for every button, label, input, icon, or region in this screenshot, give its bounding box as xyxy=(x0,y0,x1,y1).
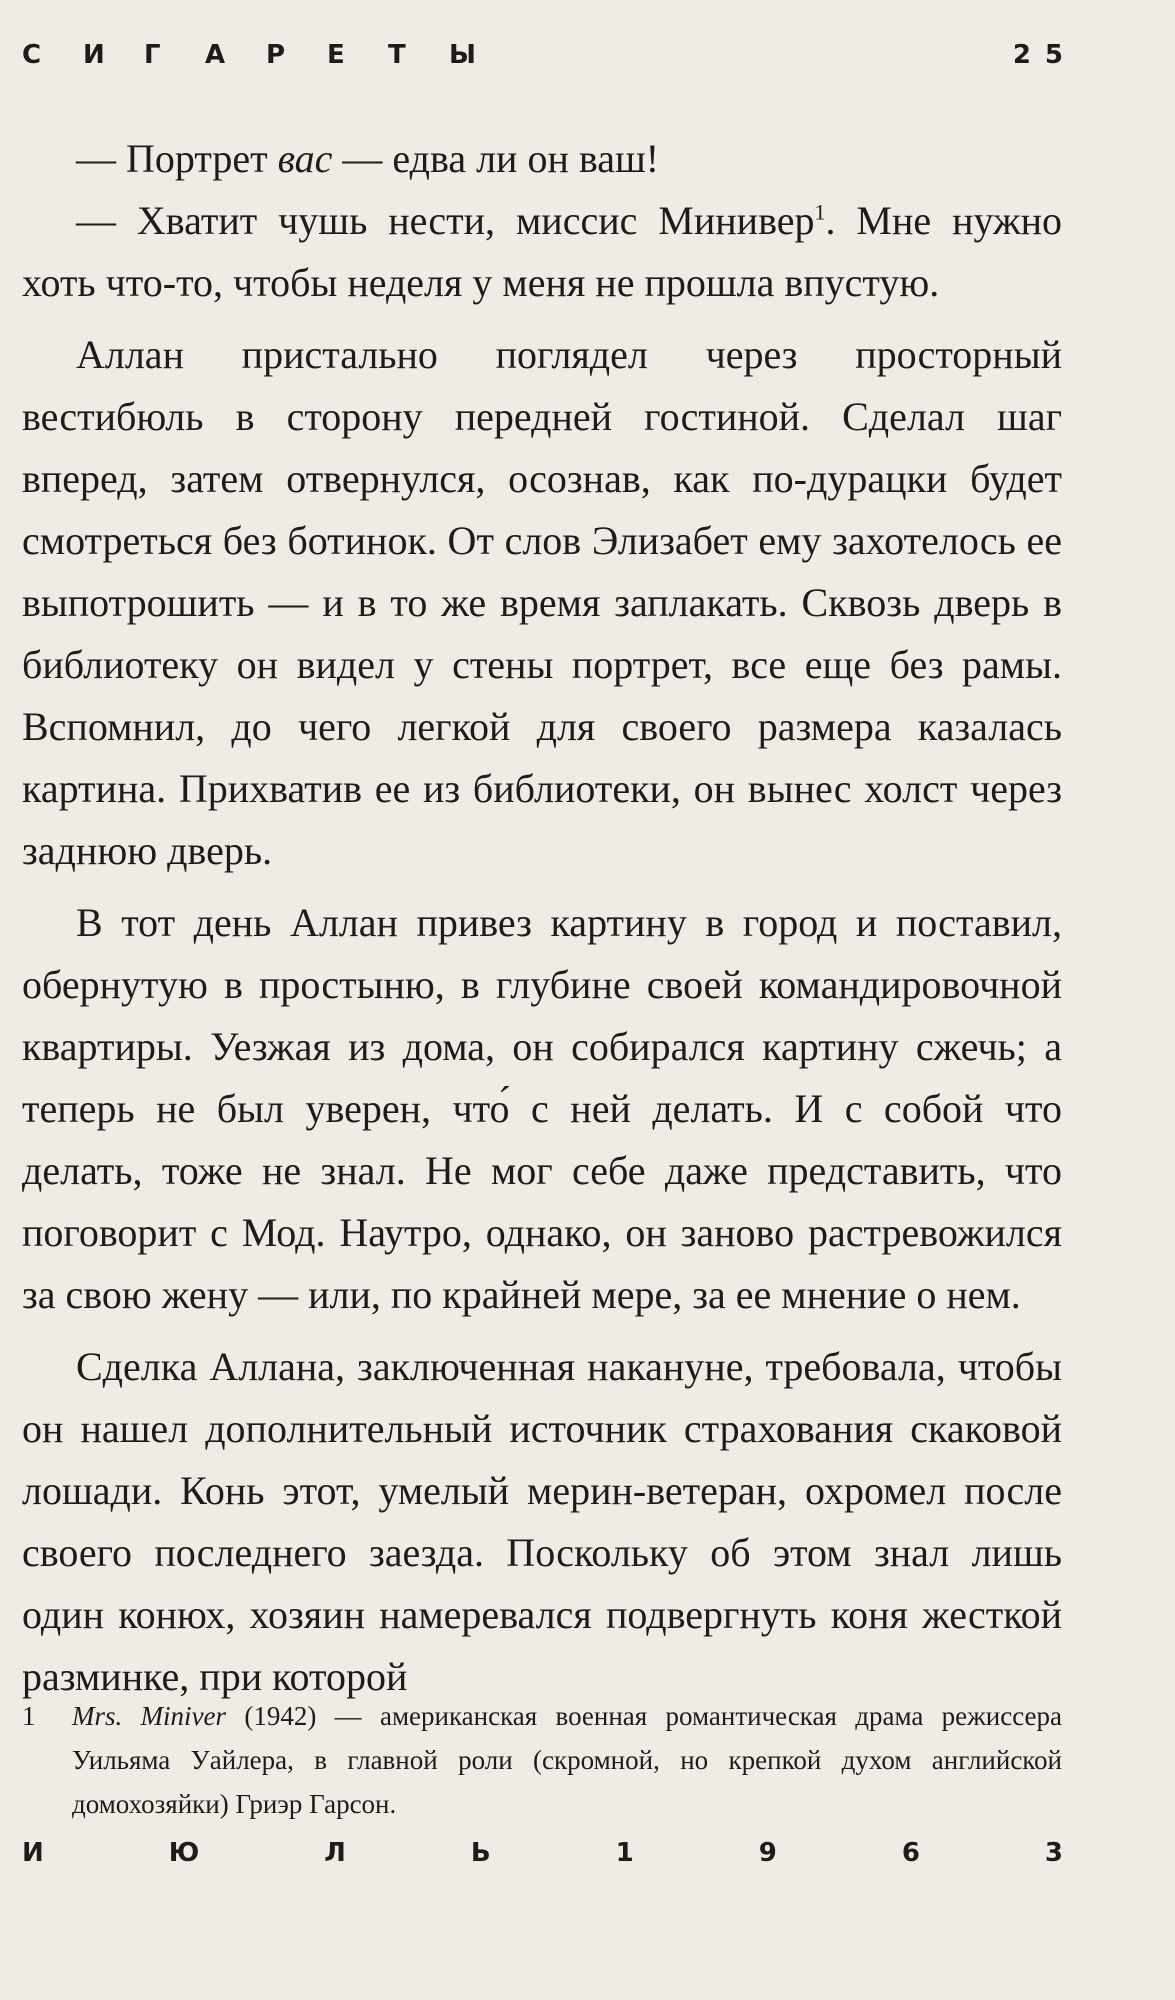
footnote xyxy=(22,1694,1062,1826)
chapter-title xyxy=(22,40,510,70)
footnote-ref[interactable]: 1 xyxy=(814,199,826,225)
text-run: — Портрет xyxy=(76,136,278,181)
paragraph: В тот день Аллан привез картину в город и поставил, обернутую в простыню, в глубине своей командировочной квартиры. Уезжая из дома, он собирался картину сжечь; а теперь не был уверен, что́ с ней делать. И с собой что делать, тоже не знал. Не мог себе даже представить, что поговорит с Мод. Наутро, однако, он заново растревожился за свою жену — или, по крайней мере, за ее мнение о нем. xyxy=(22,900,1062,1317)
page-number: 25 xyxy=(1012,40,1077,70)
running-head xyxy=(22,40,1077,70)
footer-letter: 6 xyxy=(901,1838,920,1868)
footer-letter: 1 xyxy=(615,1838,634,1868)
footnote-body: (1942) — американская военная романтическая драма режиссера Уильяма Уайлера, в главной роли (скромной, но крепкой духом английской домохозяйки) Гриэр Гарсон. xyxy=(72,1701,1062,1819)
running-foot xyxy=(22,1838,1063,1868)
body-text xyxy=(22,128,1062,1708)
footer-letter: Ь xyxy=(470,1838,491,1868)
title-letter: С xyxy=(22,40,42,70)
text-run: . Мне нужно хоть что-то, чтобы неделя у меня не прошла впустую. xyxy=(22,198,1062,305)
footnote-number: 1 xyxy=(22,1701,36,1731)
footnote-film-title: Mrs. Miniver xyxy=(72,1701,227,1731)
title-letter: Ы xyxy=(449,40,476,70)
title-letter: Г xyxy=(144,40,161,70)
footer-letter: Л xyxy=(324,1838,346,1868)
footer-letter: 3 xyxy=(1044,1838,1063,1868)
title-letter: Р xyxy=(266,40,286,70)
title-letter: И xyxy=(83,40,105,70)
footnote-text xyxy=(72,1694,1062,1826)
title-letter: Е xyxy=(327,40,345,70)
paragraph xyxy=(22,190,1062,314)
paragraph xyxy=(22,128,1062,190)
paragraph: Сделка Аллана, заключенная накануне, требовала, чтобы он нашел дополнительный источник страхования скаковой лошади. Конь этот, умелый мерин-ветеран, охромел после своего последнего заезда. Поскольку об этом знал лишь один конюх, хозяин намеревался подвергнуть коня жесткой разминке, при которой xyxy=(22,1344,1062,1699)
title-letter: Т xyxy=(388,40,406,70)
footer-letter: 9 xyxy=(758,1838,777,1868)
text-run: — едва ли он ваш! xyxy=(332,136,660,181)
text-run: — Хватит чушь нести, миссис Минивер xyxy=(76,198,815,243)
paragraph: Аллан пристально поглядел через просторный вестибюль в сторону передней гостиной. Сделал шаг вперед, затем отвернулся, осознав, как по-дурацки будет смотреться без ботинок. От слов Элизабет ему захотелось ее выпотрошить — и в то же время заплакать. Сквозь дверь в библиотеку он видел у стены портрет, все еще без рамы. Вспомнил, до чего легкой для своего размера казалась картина. Прихватив ее из библиотеки, он вынес холст через заднюю дверь. xyxy=(22,332,1062,873)
emphasis: вас xyxy=(277,136,333,181)
footer-letter: И xyxy=(22,1838,44,1868)
title-letter: А xyxy=(205,40,226,70)
footer-letter: Ю xyxy=(168,1838,200,1868)
